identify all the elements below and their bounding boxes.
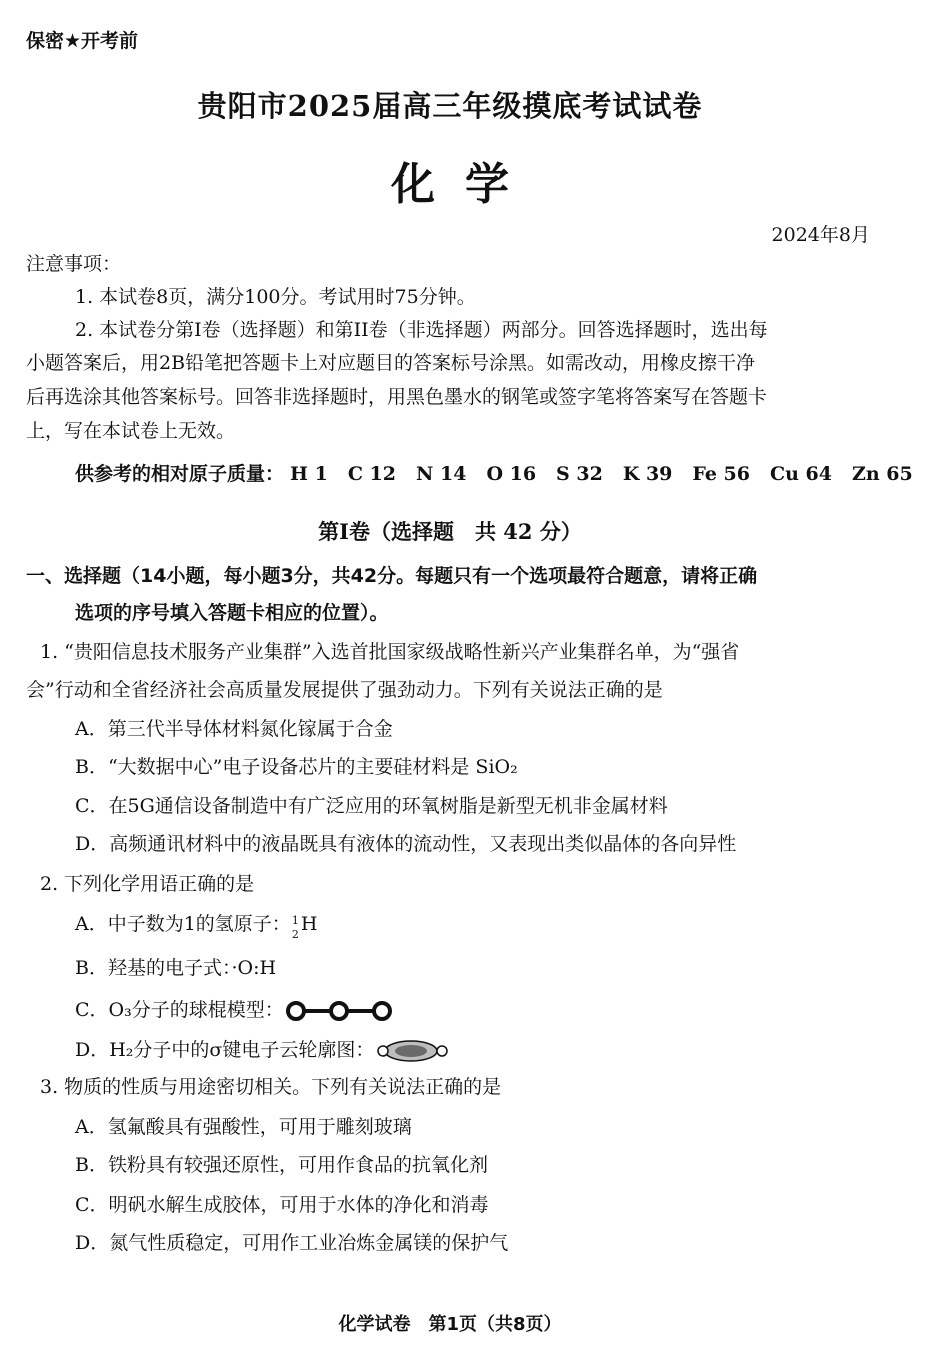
section-instructions-line-1: 一、选择题（14小题，每小题3分，共42分。每题只有一个选项最符合题意，请将正确 bbox=[26, 565, 758, 587]
q3-option-d: D．氮气性质稳定，可用作工业冶炼金属镁的保护气 bbox=[75, 1232, 509, 1254]
note-1: 1. 本试卷8页，满分100分。考试用时75分钟。 bbox=[75, 286, 476, 308]
mass-item: S 32 bbox=[556, 463, 603, 485]
q2-option-a-text: A．中子数为1的氢原子： bbox=[75, 913, 291, 935]
note-2-line-2: 小题答案后，用2B铅笔把答题卡上对应题目的答案标号涂黑。如需改动，用橡皮擦干净 bbox=[26, 352, 756, 374]
q3-stem: 3. 物质的性质与用途密切相关。下列有关说法正确的是 bbox=[40, 1076, 502, 1098]
section-title: 第Ⅰ卷（选择题 共 42 分） bbox=[318, 519, 582, 544]
q2-stem: 2. 下列化学用语正确的是 bbox=[40, 873, 255, 895]
note-2-line-1: 2. 本试卷分第Ⅰ卷（选择题）和第II卷（非选择题）两部分。回答选择题时，选出每 bbox=[75, 319, 768, 341]
mass-number: 1 bbox=[291, 914, 299, 927]
section-instructions-line-2: 选项的序号填入答题卡相应的位置）。 bbox=[75, 602, 389, 624]
mass-item: N 14 bbox=[416, 463, 467, 485]
subject-title: 化学 bbox=[391, 159, 539, 210]
q1-option-a: A．第三代半导体材料氮化镓属于合金 bbox=[75, 718, 393, 740]
atomic-masses bbox=[75, 462, 933, 486]
mass-item: Fe 56 bbox=[692, 463, 750, 485]
mass-item: Zn 65 bbox=[852, 463, 913, 485]
atomic-masses-label: 供参考的相对原子质量： bbox=[75, 463, 285, 485]
q3-option-b: B．铁粉具有较强还原性，可用作食品的抗氧化剂 bbox=[75, 1154, 488, 1176]
exam-title: 贵阳市2025届高三年级摸底考试试卷 bbox=[197, 89, 703, 123]
isotope-notation bbox=[291, 913, 301, 941]
mass-item: C 12 bbox=[347, 463, 396, 485]
mass-item: O 16 bbox=[486, 463, 537, 485]
notes-label: 注意事项： bbox=[26, 253, 122, 275]
q1-option-d: D．高频通讯材料中的液晶既具有液体的流动性，又表现出类似晶体的各向异性 bbox=[75, 833, 737, 855]
atomic-number: 2 bbox=[291, 928, 299, 941]
q1-option-b: B．“大数据中心”电子设备芯片的主要硅材料是 SiO₂ bbox=[75, 756, 518, 778]
q2-option-d-text: D．H₂分子中的σ键电子云轮廓图： bbox=[75, 1039, 375, 1061]
confidential-mark: 保密★开考前 bbox=[26, 30, 139, 52]
q2-option-b-text: B．羟基的电子式： bbox=[75, 957, 232, 979]
exam-date: 2024年8月 bbox=[771, 224, 870, 246]
sigma-bond-cloud-icon bbox=[374, 1038, 452, 1064]
mass-item: H 1 bbox=[290, 463, 328, 485]
mass-item: Cu 64 bbox=[770, 463, 832, 485]
q2-option-b bbox=[75, 956, 276, 980]
q2-option-d bbox=[75, 1038, 452, 1064]
mass-item: K 39 bbox=[622, 463, 673, 485]
q1-stem-line-2: 会”行动和全省经济社会高质量发展提供了强劲动力。下列有关说法正确的是 bbox=[26, 679, 663, 701]
q1-option-c: C．在5G通信设备制造中有广泛应用的环氧树脂是新型无机非金属材料 bbox=[75, 795, 668, 817]
element-symbol: H bbox=[300, 913, 318, 935]
q2-option-a bbox=[75, 912, 318, 941]
q3-option-c: C．明矾水解生成胶体，可用于水体的净化和消毒 bbox=[75, 1194, 489, 1216]
note-2-line-3: 后再选涂其他答案标号。回答非选择题时，用黑色墨水的钢笔或签字笔将答案写在答题卡 bbox=[26, 386, 768, 408]
q2-option-c bbox=[75, 998, 394, 1022]
ozone-ball-stick-model-icon bbox=[284, 1000, 394, 1022]
note-2-line-4: 上，写在本试卷上无效。 bbox=[26, 420, 236, 442]
hydroxyl-electron-formula: ·O:H bbox=[231, 957, 277, 979]
page-footer: 化学试卷 第1页（共8页） bbox=[338, 1314, 562, 1335]
q1-stem-line-1: 1. “贵阳信息技术服务产业集群”入选首批国家级战略性新兴产业集群名单，为“强省 bbox=[40, 641, 740, 663]
q3-option-a: A．氢氟酸具有强酸性，可用于雕刻玻璃 bbox=[75, 1116, 412, 1138]
q2-option-c-text: C．O₃分子的球棍模型： bbox=[75, 999, 284, 1021]
